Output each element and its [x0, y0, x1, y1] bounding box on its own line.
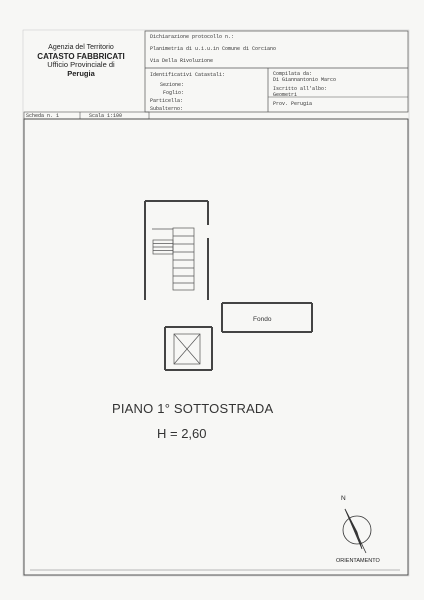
compiled-label: Compilata da:	[273, 71, 313, 77]
registered-label: Iscritto all'albo:	[273, 86, 328, 92]
foglio-label: Foglio:	[163, 90, 185, 96]
north-label: N	[341, 495, 346, 502]
compiled-by: Di Giannantonio Marco	[273, 77, 337, 83]
orientation-label: ORIENTAMENTO	[336, 558, 380, 564]
registered-value: Geometri	[273, 92, 298, 98]
subalterno-label: Subalterno:	[150, 106, 184, 112]
floor-height: H = 2,60	[157, 426, 207, 441]
particella-label: Particella:	[150, 98, 184, 104]
address: Via Della Rivoluzione	[150, 58, 214, 64]
scheda: Scheda n. 1	[26, 113, 60, 119]
department: CATASTO FABBRICATI	[37, 52, 125, 62]
sezione-label: Sezione:	[160, 82, 185, 88]
city: Perugia	[67, 68, 95, 78]
declaration: Dichiarazione protocollo n.:	[150, 34, 235, 40]
office: Ufficio Provinciale di	[47, 60, 115, 70]
compass-rose	[343, 509, 371, 553]
identifiers-label: Identificativi Catastali:	[150, 72, 226, 78]
plan-line: Planimetria di u.i.u.in Comune di Corciano	[150, 46, 277, 52]
room-label-fondo: Fondo	[253, 316, 272, 323]
scala: Scala 1:100	[89, 113, 123, 119]
floor-title: PIANO 1° SOTTOSTRADA	[112, 401, 274, 416]
province: Prov. Perugia	[273, 101, 313, 107]
agency-name: Agenzia del Territorio	[48, 44, 114, 51]
agency-header	[22, 44, 140, 78]
